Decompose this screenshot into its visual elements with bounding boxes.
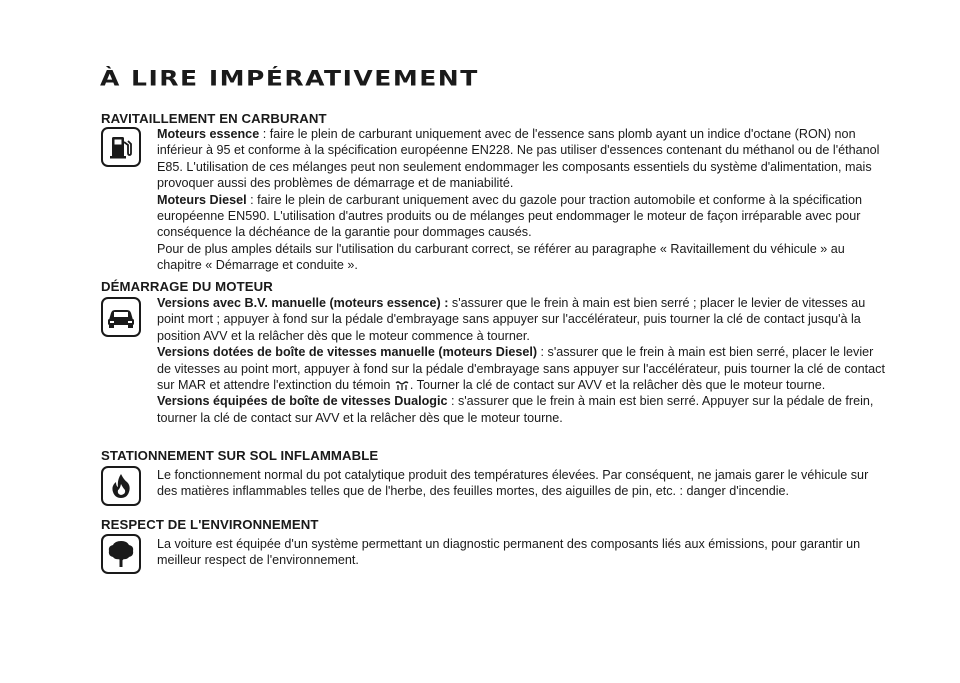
fire-icon <box>108 472 134 500</box>
start-manual-diesel-text-a: : s'assurer que le frein à main est bien serré, placer le levier de vitesses au point mort, appuyer à fond sur la pédale d'embrayage sans appuyer sur l'accélérateur, puis tourner la clé de contact sur MAR et attendre l'extinction du témoin <box>157 345 885 393</box>
fuel-section-icon-frame <box>101 127 141 167</box>
environment-section-text <box>157 536 887 569</box>
start-section-icon-frame <box>101 297 141 337</box>
section-heading-fuel: RAVITAILLEMENT EN CARBURANT <box>101 111 327 126</box>
fuel-petrol-text: : faire le plein de carburant uniquement avec de l'essence sans plomb ayant un indice d'octane (RON) non inférieur à 95 et conforme à la spécification européenne EN228. Ne pas utiliser d'essences contenant du méthanol ou de l'éthanol E85. L'utilisation de ces mélanges peut non seulement endommager les composants essentiels du système d'alimentation, mais provoquer aussi des problèmes de démarrage et de maniabilité. <box>157 127 880 191</box>
environment-section-icon-frame <box>101 534 141 574</box>
section-heading-parking: STATIONNEMENT SUR SOL INFLAMMABLE <box>101 448 379 463</box>
start-manual-diesel-text-b: . Tourner la clé de contact sur AVV et la relâcher dès que le moteur tourne. <box>409 378 826 393</box>
section-heading-environment: RESPECT DE L'ENVIRONNEMENT <box>101 517 319 532</box>
fuel-diesel-paragraph <box>157 192 887 241</box>
start-dualogic-text: : s'assurer que le frein à main est bien serré. Appuyer sur la pédale de frein, tourner la clé de contact sur AVV et la relâcher dès que le moteur tourne. <box>157 394 874 425</box>
tree-icon <box>107 539 135 569</box>
section-heading-start: DÉMARRAGE DU MOTEUR <box>101 279 273 294</box>
fuel-diesel-term: Moteurs Diesel <box>157 192 247 207</box>
page-title: À LIRE IMPÉRATIVEMENT <box>100 66 479 91</box>
fuel-diesel-text: : faire le plein de carburant uniquement avec du gazole pour traction automobile et conforme à la spécification européenne EN590. L'utilisation d'autres produits ou de mélanges peut endommager le moteur de façon irréparable avec pour conséquence la déchéance de la garantie pour dommages causés. <box>157 192 862 240</box>
fuel-more-info-paragraph: Pour de plus amples détails sur l'utilisation du carburant correct, se référer au paragraphe « Ravitaillement du véhicule » au chapitre « Démarrage et conduite ». <box>157 241 845 273</box>
car-icon <box>106 305 136 329</box>
parking-section-text <box>157 467 887 500</box>
fuel-pump-icon <box>107 133 135 161</box>
start-section-text <box>157 295 887 426</box>
environment-paragraph: La voiture est équipée d'un système permettant un diagnostic permanent des composants liés aux émissions, pour garantir un meilleur respect de l'environnement. <box>157 537 861 568</box>
start-manual-diesel-term: Versions dotées de boîte de vitesses manuelle (moteurs Diesel) <box>157 345 538 360</box>
start-dualogic-paragraph <box>157 393 887 426</box>
fuel-section-text <box>157 126 887 274</box>
parking-section-icon-frame <box>101 466 141 506</box>
parking-paragraph: Le fonctionnement normal du pot catalytique produit des températures élevées. Par conséquent, ne jamais garer le véhicule sur des matières inflammables telles que de l'herbe, des feuilles mortes, des aiguilles de pin, etc. : danger d'incendie. <box>157 468 869 499</box>
fuel-petrol-paragraph <box>157 126 887 192</box>
start-manual-petrol-term: Versions avec B.V. manuelle (moteurs essence) : <box>157 296 449 310</box>
glow-plug-icon <box>394 381 410 391</box>
start-manual-petrol-paragraph <box>157 295 887 344</box>
start-manual-diesel-paragraph <box>157 344 887 393</box>
start-dualogic-term: Versions équipées de boîte de vitesses Dualogic <box>157 394 448 409</box>
start-manual-petrol-text: s'assurer que le frein à main est bien serré ; placer le levier de vitesses au point mort ; appuyer à fond sur la pédale d'embrayage sans appuyer sur l'accélérateur, puis tourner la clé de contact jusqu'à la position AVV et la relâcher dès que le moteur commence à tourner. <box>157 296 866 343</box>
fuel-petrol-term: Moteurs essence <box>157 127 260 141</box>
